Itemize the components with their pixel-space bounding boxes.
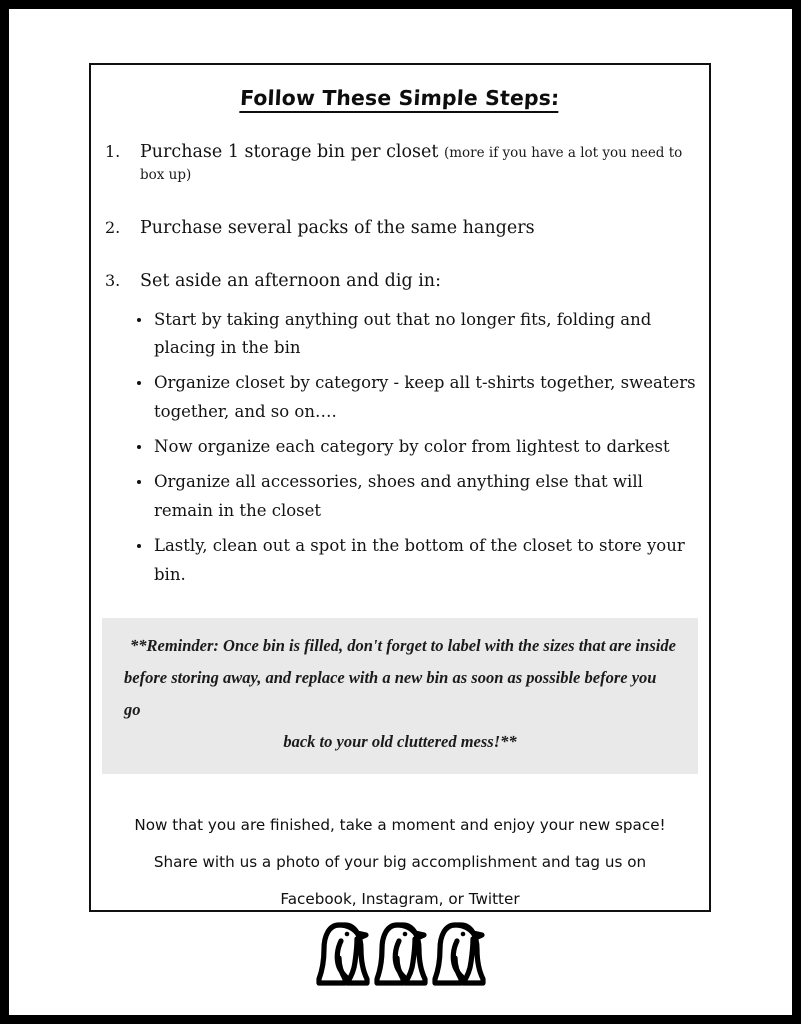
closing-line: Now that you are finished, take a moment and enjoy your new space! — [134, 815, 666, 834]
penguin-icon — [373, 917, 429, 991]
reminder-callout — [102, 618, 698, 774]
list-item: Lastly, clean out a spot in the bottom of the closet to store your bin. — [91, 532, 709, 589]
step-item — [91, 142, 709, 186]
closing-line: Facebook, Instagram, or Twitter — [280, 890, 520, 909]
list-item: Organize closet by category - keep all t-shirts together, sweaters together, and so on…. — [91, 369, 709, 426]
penguin-icon — [431, 917, 487, 991]
page-title-text: Follow These Simple Steps: — [240, 86, 561, 113]
penguin-logo-group — [9, 917, 792, 991]
list-item: Organize all accessories, shoes and anything else that will remain in the closet — [91, 468, 709, 525]
reminder-line: **Reminder: Once bin is filled, don't forget to label with the sizes that are inside — [130, 635, 676, 655]
penguin-icon — [315, 917, 371, 991]
penguin-eye — [460, 932, 465, 937]
step-text: Purchase 1 storage bin per closet — [140, 142, 444, 162]
bullet-list — [91, 306, 709, 589]
step-note: (more if you have a lot you need to box up) — [140, 145, 683, 183]
reminder-line: before storing away, and replace with a new bin as soon as possible before you go — [124, 668, 657, 720]
page-sheet — [9, 9, 792, 1015]
closing-line: Share with us a photo of your big accomplishment and tag us on — [153, 852, 647, 871]
step-number: 3. — [105, 270, 121, 290]
list-item: Start by taking anything out that no longer fits, folding and placing in the bin — [91, 306, 709, 363]
penguin-eye — [344, 932, 349, 937]
reminder-line: back to your old cluttered mess!** — [283, 732, 517, 752]
closing-message — [91, 807, 709, 919]
step-item — [91, 271, 709, 293]
step-text: Set aside an afternoon and dig in: — [140, 270, 441, 291]
penguin-eye — [402, 932, 407, 937]
page-title — [91, 65, 709, 113]
steps-list — [91, 142, 709, 293]
step-text: Purchase several packs of the same hangers — [140, 217, 535, 238]
content-box — [89, 63, 711, 912]
step-item — [91, 218, 709, 240]
step-number: 2. — [105, 217, 121, 237]
list-item: Now organize each category by color from lightest to darkest — [91, 433, 709, 461]
step-number: 1. — [105, 142, 121, 161]
